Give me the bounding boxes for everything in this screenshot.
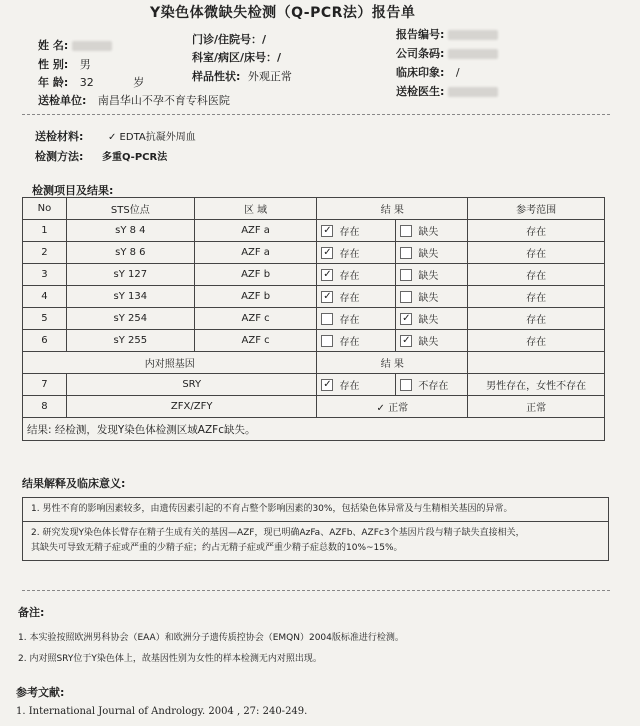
col-no: No <box>23 198 67 220</box>
reference-value: 存在 <box>468 330 605 352</box>
absent-cell <box>396 286 468 308</box>
internal-result-header: 结 果 <box>317 352 468 374</box>
sample-row <box>192 68 292 84</box>
row-no: 3 <box>23 264 67 286</box>
checkbox-unchecked <box>321 335 333 347</box>
notes-heading: 备注: <box>18 606 45 619</box>
conclusion-row <box>23 418 605 441</box>
present-cell <box>317 286 396 308</box>
checkbox-checked: ✓ <box>402 313 411 324</box>
checkbox-checked: ✓ <box>323 291 332 302</box>
material-value: ✓ EDTA抗凝外周血 <box>108 132 196 143</box>
table-row <box>23 396 605 418</box>
col-sts: STS位点 <box>66 198 194 220</box>
checkbox-unchecked <box>321 313 333 325</box>
checkbox-checked: ✓ <box>323 269 332 280</box>
sts-locus: sY 134 <box>66 286 194 308</box>
table-row <box>23 374 605 396</box>
table-row <box>23 220 605 242</box>
present-cell <box>317 264 396 286</box>
present-label: 存在 <box>339 227 360 238</box>
name-row <box>38 37 112 53</box>
interpretation-table <box>22 497 609 561</box>
sample-label: 样品性状: <box>192 70 241 83</box>
absent-label: 缺失 <box>418 271 439 282</box>
col-region: 区 域 <box>194 198 317 220</box>
checkbox-unchecked <box>400 225 412 237</box>
divider <box>22 590 610 591</box>
present-cell <box>317 374 396 396</box>
divider <box>22 114 610 115</box>
table-header <box>23 198 605 220</box>
row-no: 8 <box>23 396 67 418</box>
sts-locus: sY 8 6 <box>66 242 194 264</box>
region: AZF a <box>194 242 317 264</box>
report-no-row <box>396 26 498 42</box>
gender-label: 性 别: <box>38 58 69 71</box>
age-label: 年 龄: <box>38 76 69 89</box>
present-cell <box>317 220 396 242</box>
region: AZF c <box>194 330 317 352</box>
impression-value: / <box>455 66 460 79</box>
note-item: 1. 本实验按照欧洲男科协会（EAA）和欧洲分子遗传质控协会（EMQN）2004版标准进行检测。 <box>18 633 404 643</box>
gender-value: 男 <box>79 58 91 71</box>
absent-label: 缺失 <box>418 337 439 348</box>
method-label: 检测方法: <box>35 150 84 163</box>
region: AZF b <box>194 264 317 286</box>
age-value: 32 <box>79 76 94 89</box>
report-no-label: 报告编号: <box>396 28 445 41</box>
reference-value: 存在 <box>468 286 605 308</box>
reference-value: 存在 <box>468 220 605 242</box>
hospital-label: 送检单位: <box>38 94 87 107</box>
checkbox-unchecked <box>400 291 412 303</box>
reference-value: 男性存在，女性不存在 <box>468 374 605 396</box>
absent-label: 缺失 <box>418 293 439 304</box>
checkbox-checked: ✓ <box>402 335 411 346</box>
sts-locus: sY 255 <box>66 330 194 352</box>
row-no: 4 <box>23 286 67 308</box>
table-row <box>23 264 605 286</box>
method-value: 多重Q-PCR法 <box>102 152 168 163</box>
hospital-value: 南昌华山不孕不育专科医院 <box>97 94 230 107</box>
col-reference: 参考范围 <box>468 198 605 220</box>
conclusion: 结果: 经检测，发现Y染色体检测区域AZFc缺失。 <box>23 418 605 441</box>
company-code-row <box>396 45 498 61</box>
present-label: 存在 <box>339 293 360 304</box>
clinic-label: 门诊/住院号：/ <box>192 33 267 46</box>
interp-text: 1. 男性不育的影响因素较多，由遗传因素引起的不育占整个影响因素的30%，包括染色体异常及与生精相关基因的异常。 <box>23 498 609 522</box>
present-cell <box>317 308 396 330</box>
row-no: 1 <box>23 220 67 242</box>
checkbox-unchecked <box>400 269 412 281</box>
redacted-company-code <box>448 49 498 59</box>
dept-row <box>192 49 281 65</box>
redacted-name <box>72 41 112 51</box>
results-table <box>22 197 605 441</box>
present-label: 存在 <box>339 315 360 326</box>
internal-header: 内对照基因 <box>23 352 317 374</box>
table-row <box>23 286 605 308</box>
checkbox-checked: ✓ <box>323 247 332 258</box>
items-heading: 检测项目及结果: <box>32 184 114 197</box>
sts-locus: sY 254 <box>66 308 194 330</box>
name-label: 姓 名: <box>38 39 69 52</box>
absent-cell <box>396 308 468 330</box>
row-no: 2 <box>23 242 67 264</box>
report-title: Y染色体微缺失检测（Q-PCR法）报告单 <box>150 5 416 21</box>
absent-label: 缺失 <box>418 227 439 238</box>
note-item: 2. 内对照SRY位于Y染色体上，故基因性别为女性的样本检测无内对照出现。 <box>18 654 322 664</box>
checkbox-checked: ✓ <box>323 379 332 390</box>
table-row <box>23 330 605 352</box>
sts-locus: sY 8 4 <box>66 220 194 242</box>
absent-cell <box>396 374 468 396</box>
reference-item: 1. International Journal of Andrology. 2004 , 27: 240-249. <box>16 706 308 717</box>
reference-value: 存在 <box>468 242 605 264</box>
impression-label: 临床印象: <box>396 66 445 79</box>
interp-line: 其缺失可导致无精子症或严重的少精子症；约占无精子症或严重少精子症总数的10%~15%。 <box>31 543 403 553</box>
absent-cell <box>396 220 468 242</box>
result-value: ✓ 正常 <box>317 396 468 418</box>
sts-locus: sY 127 <box>66 264 194 286</box>
checkbox-checked: ✓ <box>323 225 332 236</box>
present-label: 存在 <box>339 271 360 282</box>
hospital-row <box>38 92 230 108</box>
refs-heading: 参考文献: <box>16 686 65 699</box>
redacted-doctor <box>448 87 498 97</box>
age-unit: 岁 <box>133 76 145 89</box>
interp-heading: 结果解释及临床意义: <box>22 477 126 490</box>
reference-value: 存在 <box>468 308 605 330</box>
present-label: 存在 <box>339 381 360 392</box>
row-no: 6 <box>23 330 67 352</box>
interp-row <box>23 498 609 522</box>
internal-header-row <box>23 352 605 374</box>
dept-label: 科室/病区/床号：/ <box>192 51 282 64</box>
reference-value: 正常 <box>468 396 605 418</box>
region: AZF b <box>194 286 317 308</box>
present-cell <box>317 330 396 352</box>
absent-cell <box>396 330 468 352</box>
clinic-row <box>192 31 266 47</box>
present-label: 存在 <box>339 337 360 348</box>
impression-row <box>396 64 460 80</box>
material-label: 送检材料: <box>35 130 84 143</box>
table-row <box>23 242 605 264</box>
absent-cell <box>396 242 468 264</box>
col-result: 结 果 <box>317 198 468 220</box>
reference-value: 存在 <box>468 264 605 286</box>
row-no: 7 <box>23 374 67 396</box>
present-cell <box>317 242 396 264</box>
gender-row <box>38 56 91 72</box>
sample-value: 外观正常 <box>247 70 292 83</box>
gene-name: ZFX/ZFY <box>66 396 317 418</box>
interp-line: 2. 研究发现Y染色体长臂存在精子生成有关的基因—AZF，现已明确AzFa、AZFb、AZFc3个基因片段与精子缺失直接相关， <box>31 528 525 538</box>
present-label: 存在 <box>339 249 360 260</box>
checkbox-unchecked <box>400 379 412 391</box>
interp-text <box>23 522 609 561</box>
absent-label: 不存在 <box>418 381 449 392</box>
doctor-row <box>396 83 498 99</box>
table-row <box>23 308 605 330</box>
absent-label: 缺失 <box>418 249 439 260</box>
absent-label: 缺失 <box>418 315 439 326</box>
region: AZF c <box>194 308 317 330</box>
absent-cell <box>396 264 468 286</box>
doctor-label: 送检医生: <box>396 85 445 98</box>
company-code-label: 公司条码: <box>396 47 445 60</box>
gene-name: SRY <box>66 374 317 396</box>
row-no: 5 <box>23 308 67 330</box>
redacted-report-no <box>448 30 498 40</box>
checkbox-unchecked <box>400 247 412 259</box>
region: AZF a <box>194 220 317 242</box>
age-row <box>38 74 144 90</box>
interp-row <box>23 522 609 561</box>
